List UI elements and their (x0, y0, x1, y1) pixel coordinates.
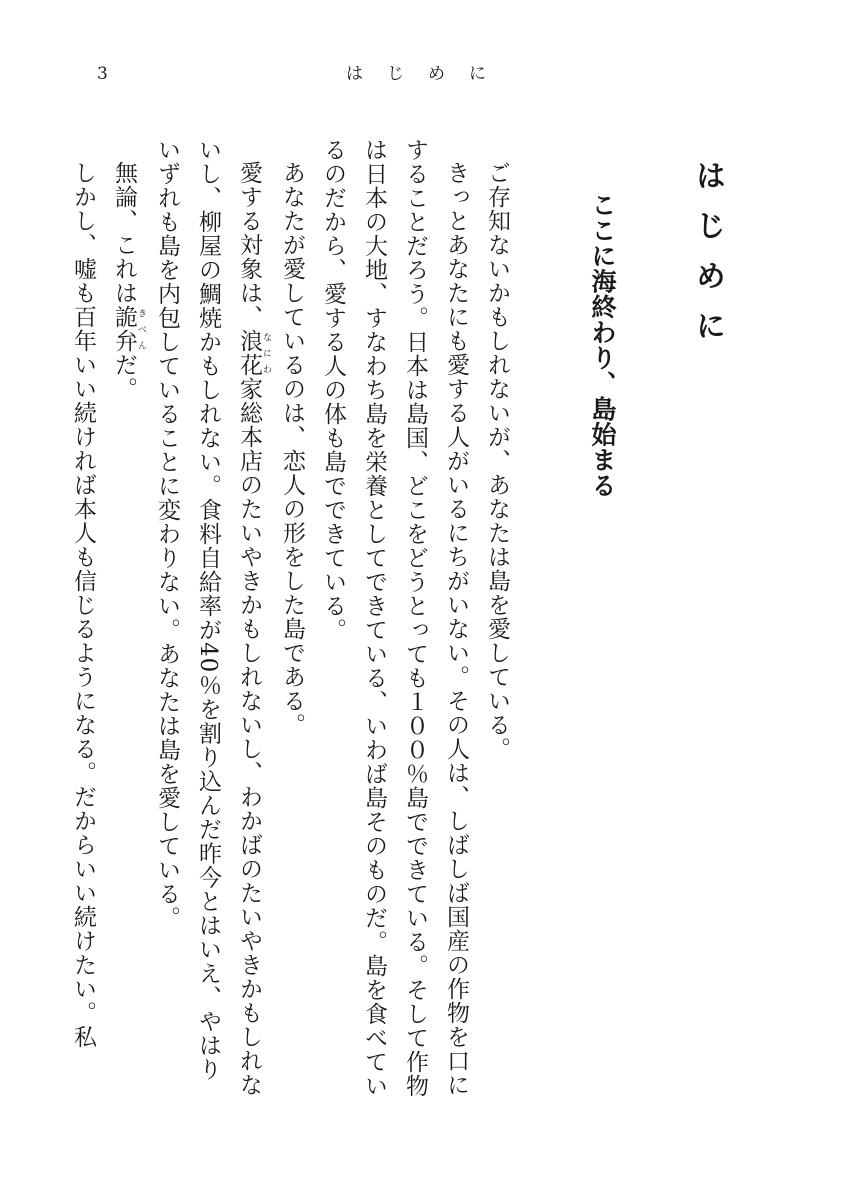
paragraph-4-text-a: 愛する対象は、 (236, 161, 262, 329)
paragraph-5-text-a: 無論、これは (111, 161, 137, 305)
paragraph-6: しかし、嘘も百年いい続ければ本人も信じるようになる。だからいい続けたい。私 (70, 161, 96, 1049)
chapter-title: はじめに (690, 160, 725, 360)
ruby-kiben-reading: きべん (136, 305, 146, 353)
ruby-kiben-base: 詭弁 (111, 305, 137, 353)
ruby-naniwa (236, 329, 271, 377)
paragraph-5 (103, 138, 146, 1098)
paragraph-2: きっとあなたにも愛する人がいるにちがいない。その人は、しばしば国産の作物を口にすることだろう。日本は島国、どこをどうとっても１００％島でできている。そして作物は日本の大地、すなわち島を栄養としてできている、いわば島そのものだ。島を食べているのだから、愛する人の体も島でできている。 (320, 138, 469, 1098)
ruby-naniwa-base: 浪花 (236, 329, 262, 377)
paragraph-1: ご存知ないかもしれないが、あなたは島を愛している。 (484, 161, 510, 761)
ruby-kiben (111, 305, 146, 353)
body-text (62, 138, 517, 1098)
paragraph-5-text-b: だ。 (111, 353, 137, 401)
page-number: 3 (97, 64, 108, 84)
paragraph-4-text-b: 家総本店のたいやきかもしれないし、わかばのたいやきかもしれないし、柳屋の鯛焼かもしれない。食料自給率が40％を割り込んだ昨今とはいえ、やはりいずれも島を内包していることに変わりない。あなたは島を愛している。 (154, 138, 262, 1097)
running-head: はじめに (346, 64, 510, 84)
paragraph-3: あなたが愛しているのは、恋人の形をした島である。 (279, 161, 305, 737)
ruby-naniwa-reading: なにわ (261, 329, 271, 377)
paragraph-4 (146, 138, 271, 1098)
chapter-subtitle: ここに海終わり、島始まる (588, 192, 617, 498)
